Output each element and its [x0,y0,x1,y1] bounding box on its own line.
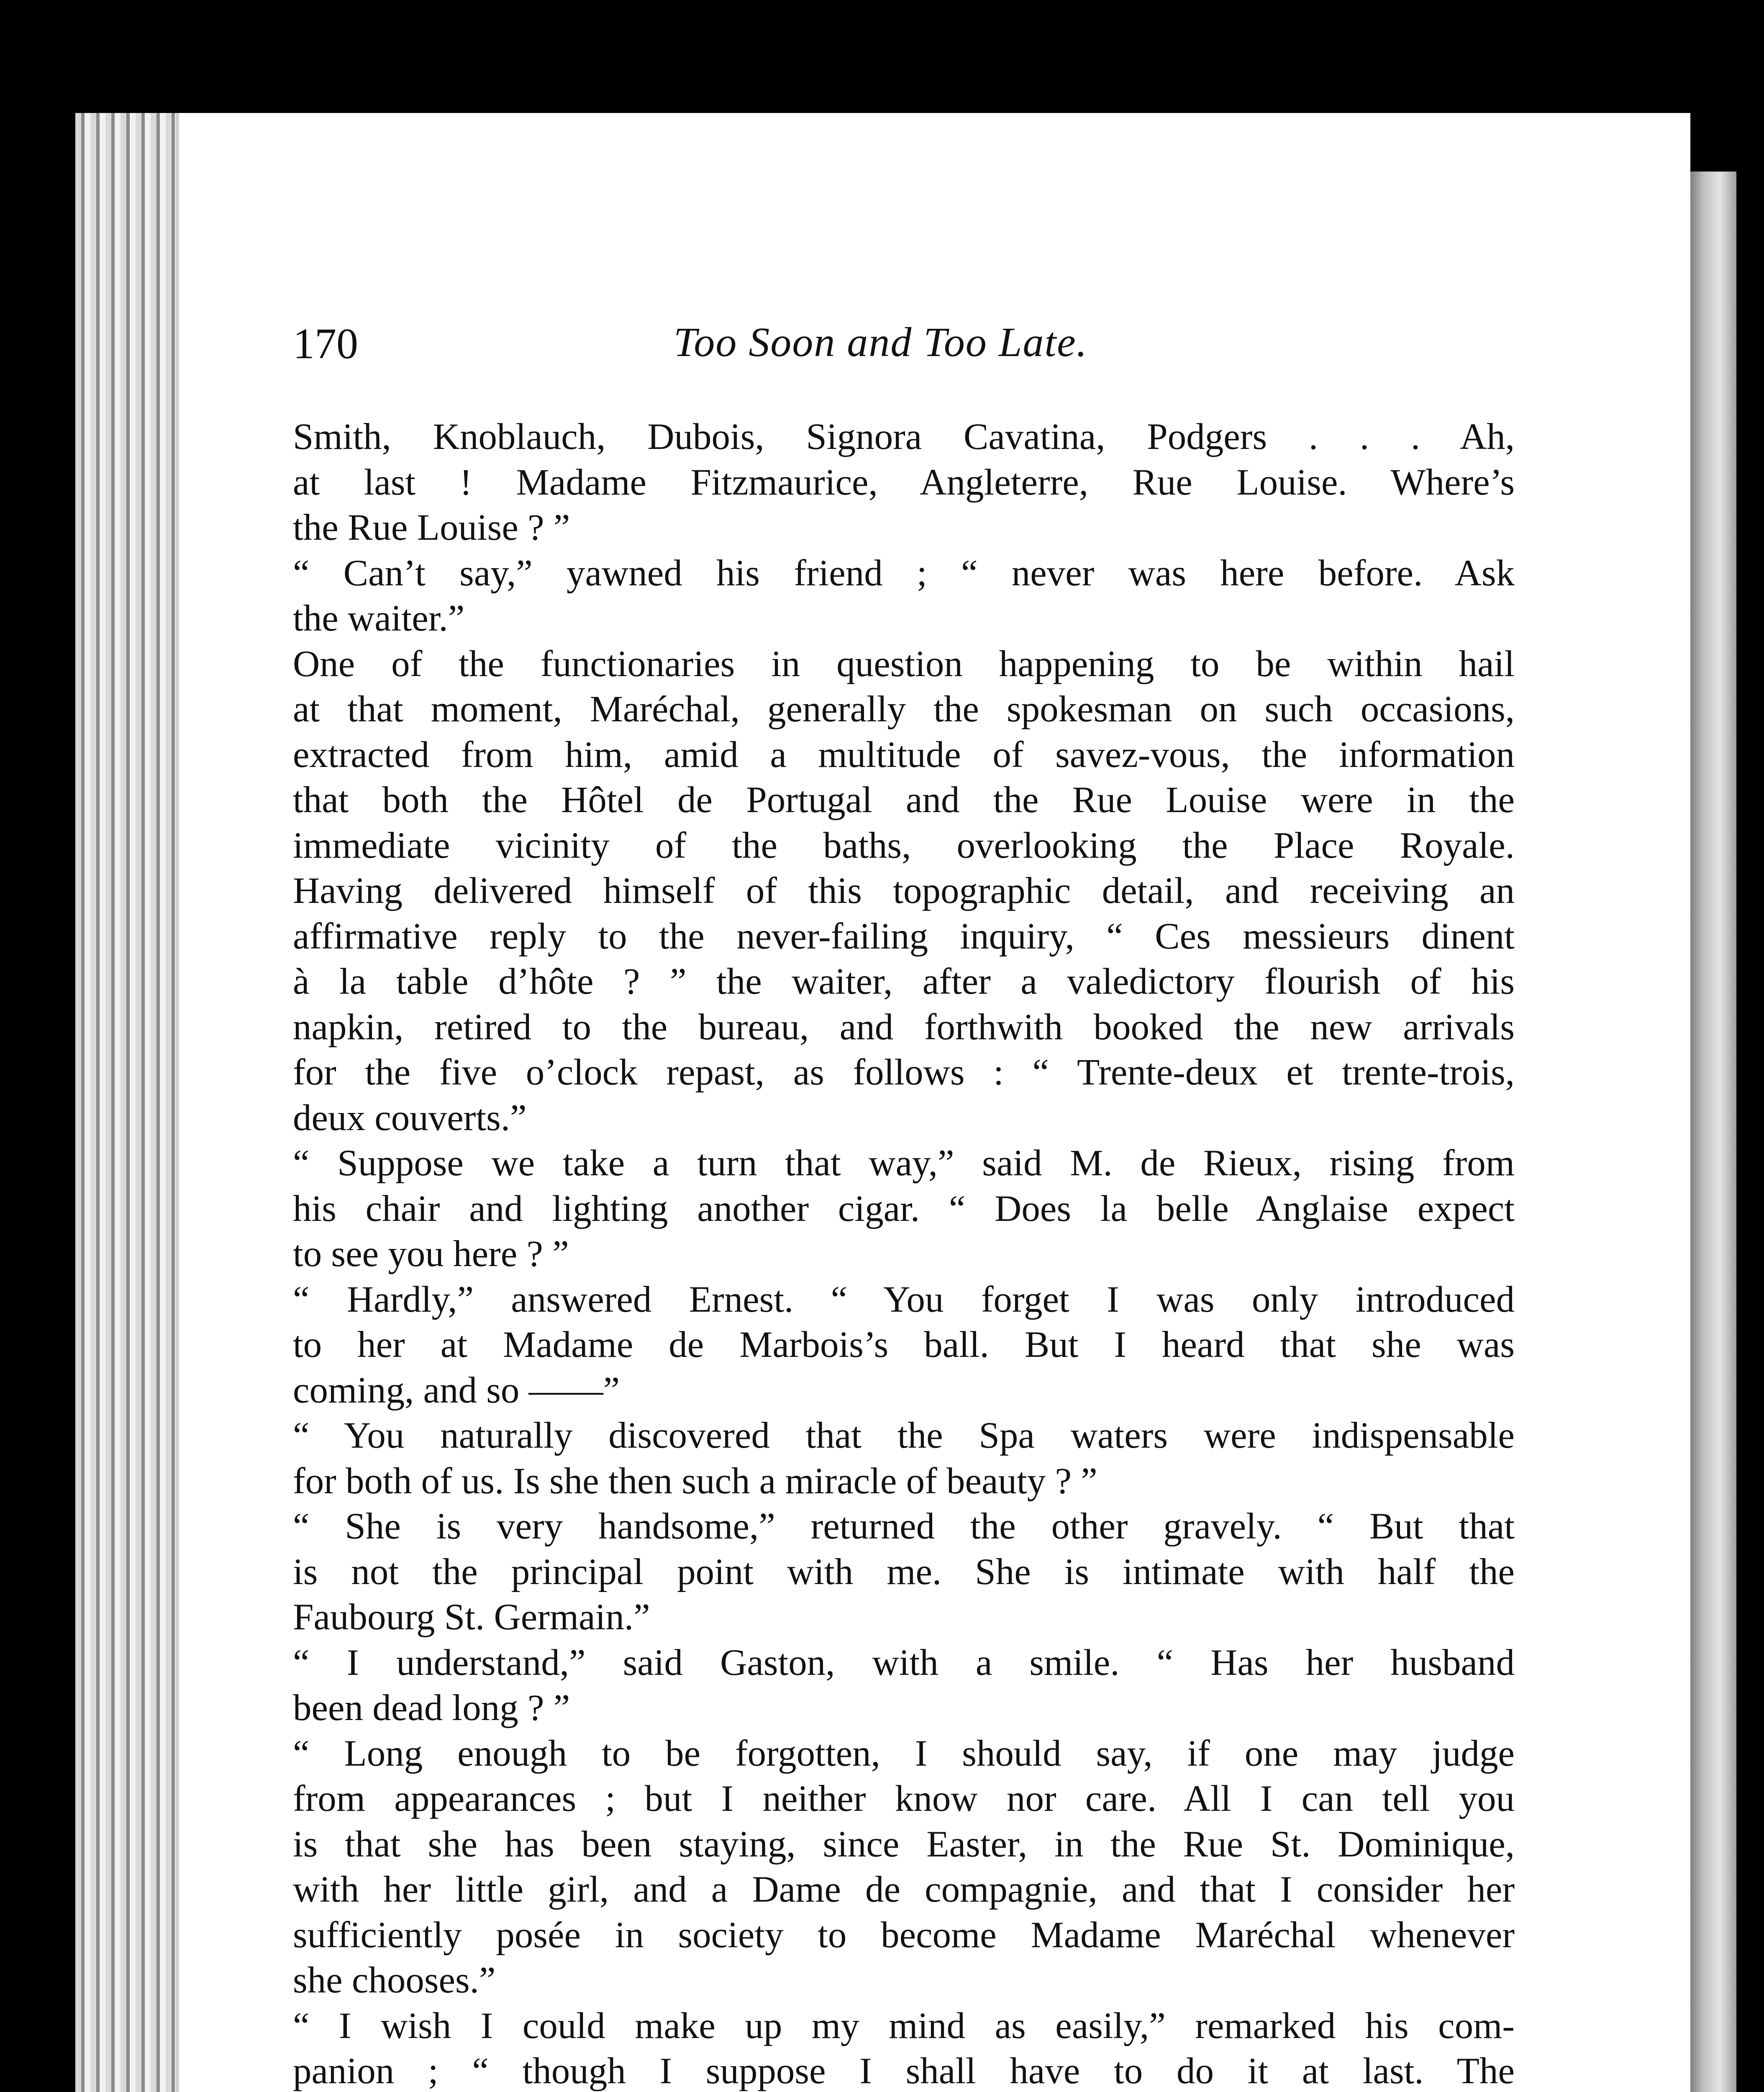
text-line: at that moment, Maréchal, generally the spokesman on such occasions, [293,689,1515,730]
text-line: deux couverts.” [293,1097,527,1138]
text-line: Smith, Knoblauch, Dubois, Signora Cavatina, Podgers . . . Ah, [293,416,1515,457]
text-line: “ I wish I could make up my mind as easily,” remarked his com- [293,2005,1515,2046]
page-stack-edge [75,113,184,2092]
text-line: “ Long enough to be forgotten, I should say, if one may judge [293,1733,1515,1774]
running-head: Too Soon and Too Late. [674,319,1088,365]
text-line: “ I understand,” said Gaston, with a smile. “ Has her husband [293,1642,1515,1683]
text-line: à la table d’hôte ? ” the waiter, after a valedictory flourish of his [293,961,1515,1002]
text-line: that both the Hôtel de Portugal and the Rue Louise were in the [293,779,1515,820]
text-line: is that she has been staying, since Easter, in the Rue St. Dominique, [293,1823,1515,1865]
text-line: Faubourg St. Germain.” [293,1597,650,1638]
text-line: “ You naturally discovered that the Spa waters were indispensable [293,1415,1515,1456]
text-line: “ Suppose we take a turn that way,” said M. de Rieux, rising from [293,1143,1515,1184]
text-line: for the five o’clock repast, as follows : “ Trente-deux et trente-trois, [293,1052,1515,1093]
text-line: One of the functionaries in question happening to be within hail [293,643,1515,685]
text-line: coming, and so ——” [293,1369,620,1411]
text-line: she chooses.” [293,1960,496,2001]
text-line: at last ! Madame Fitzmaurice, Angleterre, Rue Louise. Where’s [293,461,1515,503]
text-line: “ Can’t say,” yawned his friend ; “ never was here before. Ask [293,552,1515,594]
text-line: immediate vicinity of the baths, overlooking the Place Royale. [293,825,1515,866]
page-number: 170 [293,320,358,368]
text-line: to see you here ? ” [293,1233,569,1274]
text-line: extracted from him, amid a multitude of savez-vous, the information [293,734,1515,775]
text-line: the Rue Louise ? ” [293,507,570,548]
text-line: his chair and lighting another cigar. “ Does la belle Anglaise expect [293,1188,1515,1229]
text-line: panion ; “ though I suppose I shall have to do it at last. The [293,2051,1515,2092]
text-line: from appearances ; but I neither know nor care. All I can tell you [293,1778,1515,1819]
text-line: the waiter.” [293,598,465,639]
text-line: Having delivered himself of this topographic detail, and receiving an [293,870,1515,911]
text-line: “ Hardly,” answered Ernest. “ You forget I was only introduced [293,1279,1515,1320]
facing-page-edge [1686,172,1736,2092]
text-line: for both of us. Is she then such a miracle of beauty ? ” [293,1460,1097,1502]
text-line: to her at Madame de Marbois’s ball. But I heard that she was [293,1324,1515,1365]
text-line: been dead long ? ” [293,1687,570,1728]
text-line: affirmative reply to the never-failing inquiry, “ Ces messieurs dinent [293,915,1515,957]
body-text [293,414,1515,2092]
text-line: “ She is very handsome,” returned the other gravely. “ But that [293,1506,1515,1547]
text-line: napkin, retired to the bureau, and forthwith booked the new arrivals [293,1006,1515,1048]
text-line: sufficiently posée in society to become Madame Maréchal whenever [293,1914,1515,1956]
text-line: with her little girl, and a Dame de compagnie, and that I consider her [293,1869,1515,1910]
text-line: is not the principal point with me. She is intimate with half the [293,1551,1515,1592]
